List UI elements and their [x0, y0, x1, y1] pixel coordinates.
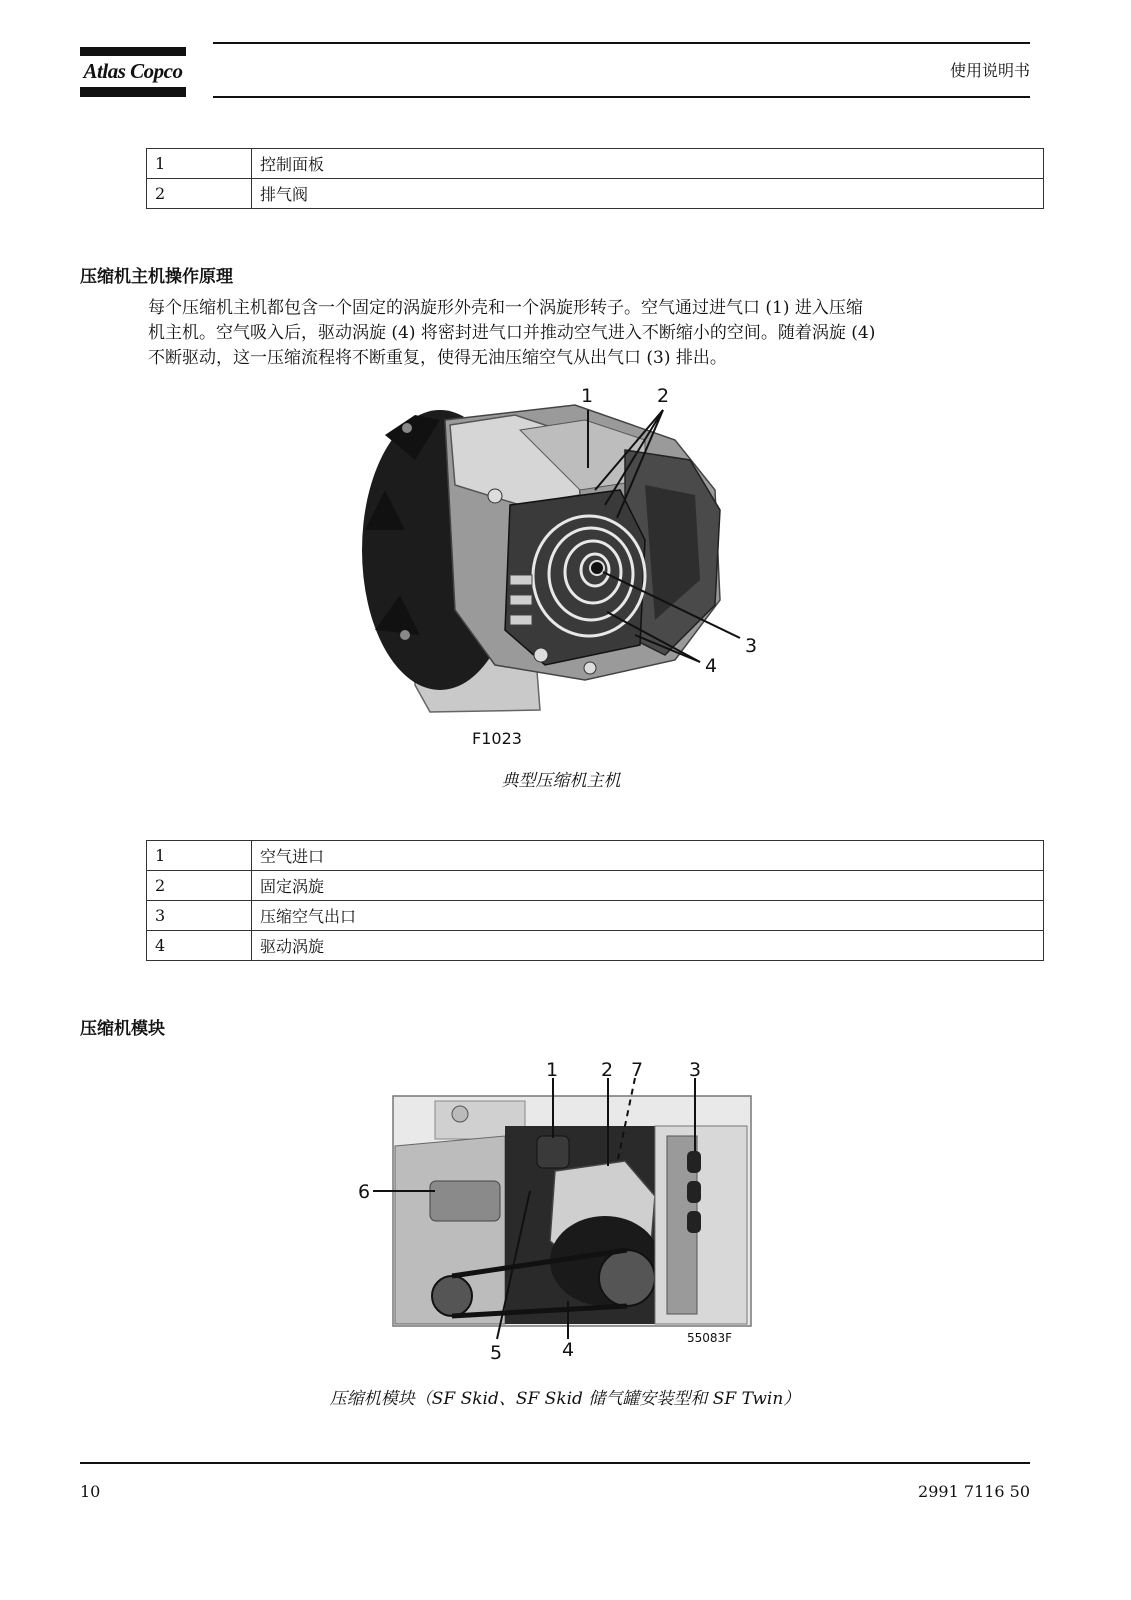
- motor: [430, 1181, 500, 1221]
- row-number: 2: [147, 179, 252, 209]
- row-label: 空气进口: [252, 841, 1044, 871]
- callout-1: 1: [546, 1059, 559, 1081]
- footer-rule: [80, 1462, 1030, 1464]
- row-label: 排气阀: [252, 179, 1044, 209]
- row-number: 4: [147, 931, 252, 961]
- element-pulley: [599, 1250, 655, 1306]
- logo-text: Atlas Copco: [83, 59, 183, 83]
- table-row: [147, 871, 1044, 901]
- header-title: 使用说明书: [949, 61, 1030, 80]
- figure-code: 55083F: [687, 1331, 733, 1345]
- row-number: 2: [147, 871, 252, 901]
- row-label: 压缩空气出口: [252, 901, 1044, 931]
- callout-2: 2: [601, 1059, 614, 1081]
- figure-code: F1023: [472, 729, 522, 748]
- paragraph-line: 每个压缩机主机都包含一个固定的涡旋形外壳和一个涡旋形转子。空气通过进气口 (1) 进入压缩: [148, 298, 863, 318]
- callout-4: 4: [705, 655, 718, 677]
- figure-caption-module: 压缩机模块（SF Skid、SF Skid 储气罐安装型和 SF Twin）: [329, 1389, 801, 1409]
- page-number: 10: [80, 1482, 101, 1501]
- callout-7: 7: [631, 1059, 644, 1081]
- section-heading-module: 压缩机模块: [80, 1019, 165, 1039]
- logo-bar-top: [80, 47, 186, 56]
- principle-paragraph: [148, 296, 1032, 371]
- row-label: 固定涡旋: [252, 871, 1044, 901]
- section-heading-element-principle: 压缩机主机操作原理: [80, 267, 233, 287]
- legend-table-control: [146, 148, 1044, 209]
- motor-pulley: [432, 1276, 472, 1316]
- table-row: [147, 179, 1044, 209]
- callout-2: 2: [657, 385, 670, 407]
- callout-3: 3: [689, 1059, 702, 1081]
- figure-compressor-element: [345, 380, 775, 755]
- row-label: 控制面板: [252, 149, 1044, 179]
- table-row: [147, 149, 1044, 179]
- table-row: [147, 841, 1044, 871]
- paragraph-line: 不断驱动，这一压缩流程将不断重复，使得无油压缩空气从出气口 (3) 排出。: [148, 348, 727, 368]
- callout-1: 1: [581, 385, 594, 407]
- callout-5: 5: [490, 1342, 503, 1364]
- header-rule-bottom: [213, 96, 1030, 98]
- figure-compressor-module: [355, 1056, 755, 1366]
- row-number: 1: [147, 841, 252, 871]
- callout-4: 4: [562, 1339, 575, 1361]
- legend-table-element: [146, 840, 1044, 961]
- callout-3: 3: [745, 635, 758, 657]
- document-number: 2991 7116 50: [918, 1482, 1030, 1501]
- header-rule-top: [213, 42, 1030, 44]
- paragraph-line: 机主机。空气吸入后，驱动涡旋 (4) 将密封进气口并推动空气进入不断缩小的空间。随着涡旋 (4): [148, 323, 876, 343]
- inlet-filter: [537, 1136, 569, 1168]
- callout-6: 6: [358, 1181, 371, 1203]
- figure-caption-element: 典型压缩机主机: [501, 771, 621, 791]
- row-number: 1: [147, 149, 252, 179]
- row-number: 3: [147, 901, 252, 931]
- logo-bar-bottom: [80, 87, 186, 97]
- table-row: [147, 931, 1044, 961]
- table-row: [147, 901, 1044, 931]
- row-label: 驱动涡旋: [252, 931, 1044, 961]
